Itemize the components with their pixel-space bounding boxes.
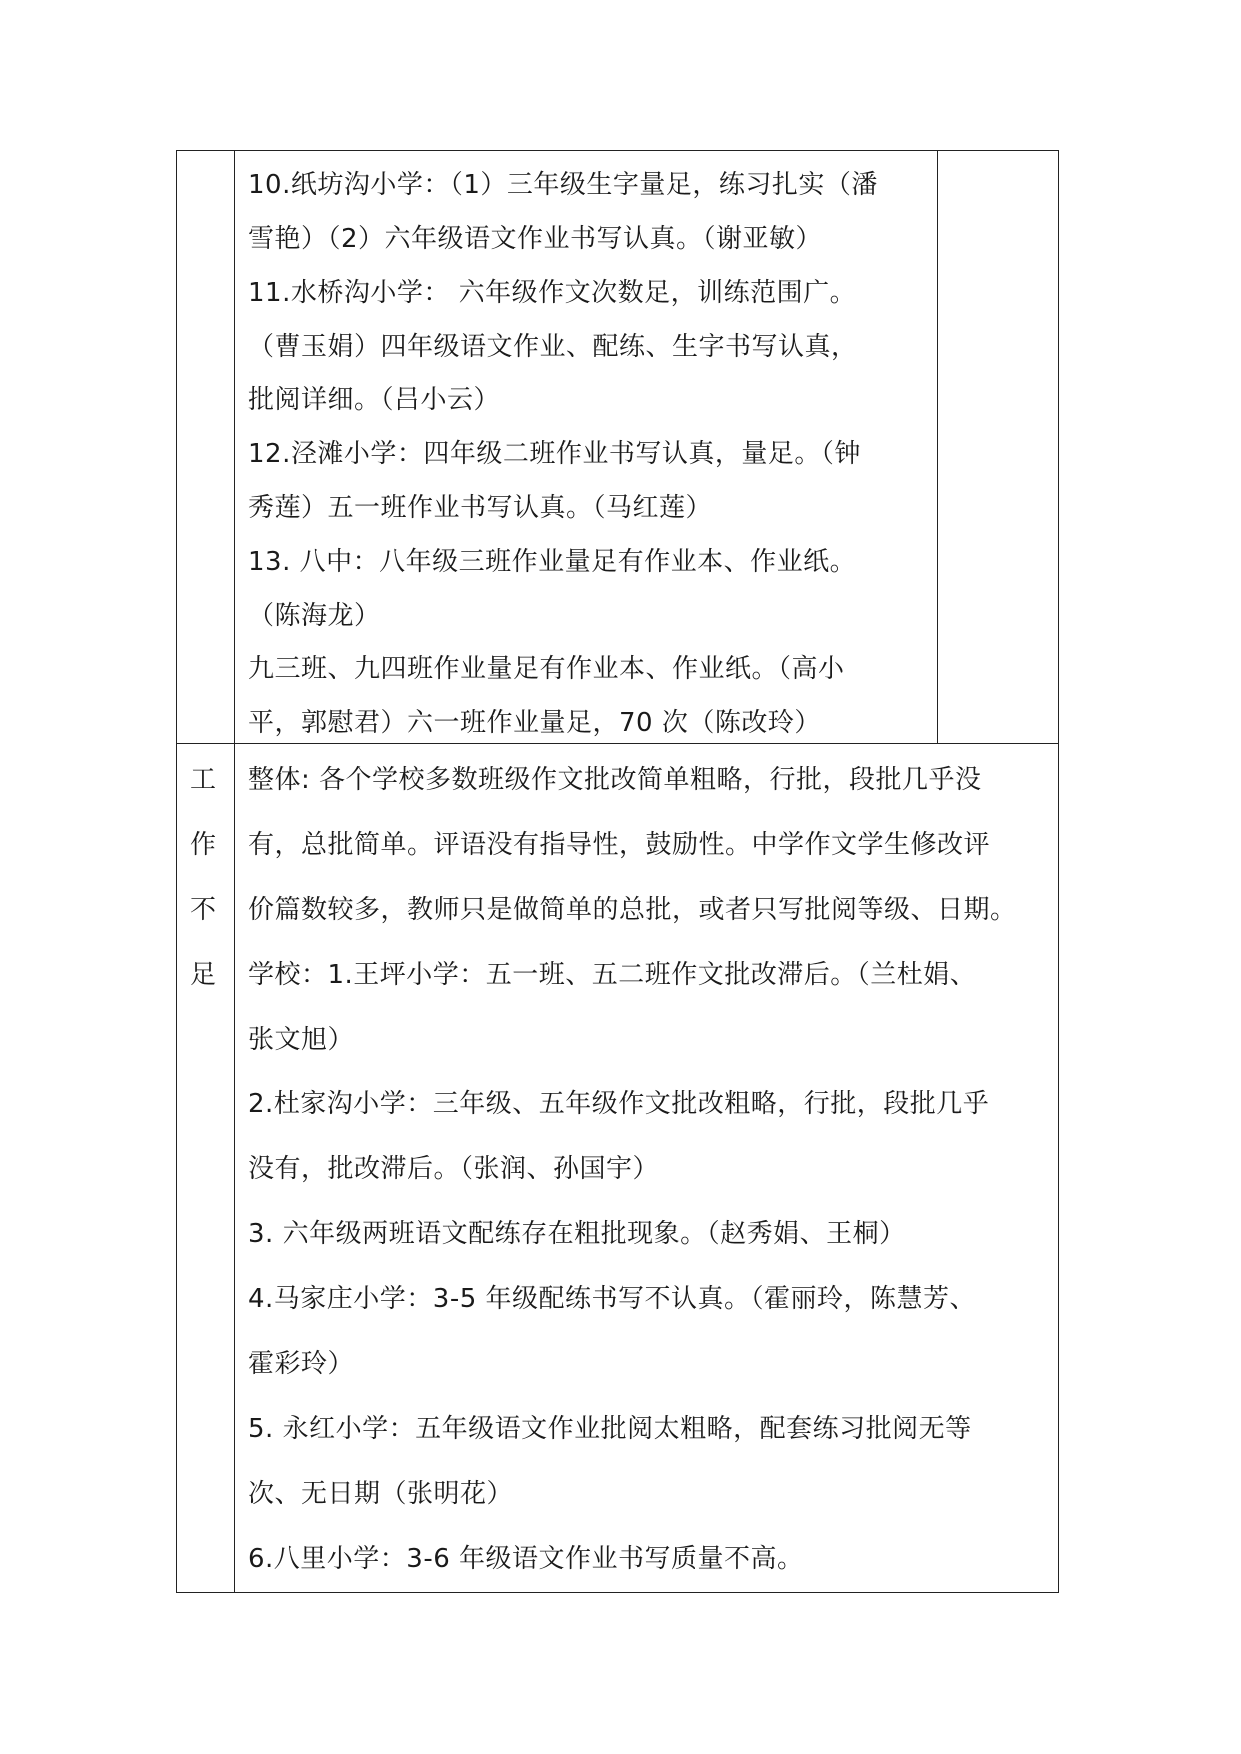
text-line: 2.杜家沟小学：三年级、五年级作文批改粗略，行批，段批几乎 — [248, 1089, 990, 1119]
table-row-divider — [176, 743, 1059, 744]
text-line: 没有，批改滞后。（张润、孙国宇） — [248, 1154, 660, 1184]
text-line: 6.八里小学：3-6 年级语文作业书写质量不高。 — [248, 1544, 804, 1574]
text-line: 张文旭） — [248, 1025, 355, 1055]
text-line: 霍彩玲） — [248, 1349, 355, 1379]
text-line: 秀莲）五一班作业书写认真。（马红莲） — [248, 493, 713, 523]
text-line: 价篇数较多，教师只是做简单的总批，或者只写批阅等级、日期。 — [248, 895, 1017, 925]
table-column-divider-left — [234, 150, 235, 1593]
label-char: 不 — [189, 895, 216, 925]
table-column-divider-right — [937, 150, 938, 743]
text-line: 学校：1.王坪小学：五一班、五二班作文批改滞后。（兰杜娟、 — [248, 960, 977, 990]
label-char: 作 — [189, 830, 216, 860]
text-line: 雪艳）（2）六年级语文作业书写认真。（谢亚敏） — [248, 224, 823, 254]
text-line: 批阅详细。（吕小云） — [248, 385, 501, 415]
text-line: 11.水桥沟小学： 六年级作文次数足，训练范围广。 — [248, 278, 857, 308]
text-line: 5. 永红小学：五年级语文作业批阅太粗略，配套练习批阅无等 — [248, 1414, 972, 1444]
text-line: 平，郭慰君）六一班作业量足，70 次（陈改玲） — [248, 708, 821, 738]
text-line: 4.马家庄小学：3-5 年级配练书写不认真。（霍丽玲，陈慧芳、 — [248, 1284, 977, 1314]
text-line: 3. 六年级两班语文配练存在粗批现象。（赵秀娟、王桐） — [248, 1219, 906, 1249]
text-line: 整体: 各个学校多数班级作文批改简单粗略，行批，段批几乎没 — [248, 765, 982, 795]
label-char: 工 — [189, 765, 216, 795]
text-line: 13. 八中：八年级三班作业量足有作业本、作业纸。 — [248, 547, 857, 577]
text-line: 九三班、九四班作业量足有作业本、作业纸。（高小 — [248, 654, 845, 684]
label-char: 足 — [189, 960, 216, 990]
text-line: 10.纸坊沟小学：（1）三年级生字量足，练习扎实（潘 — [248, 170, 878, 200]
text-line: （曹玉娟）四年级语文作业、配练、生字书写认真， — [248, 332, 858, 362]
text-line: 12.泾滩小学：四年级二班作业书写认真，量足。（钟 — [248, 439, 861, 469]
text-line: 次、无日期（张明花） — [248, 1479, 514, 1509]
text-line: 有，总批简单。评语没有指导性，鼓励性。中学作文学生修改评 — [248, 830, 991, 860]
text-line: （陈海龙） — [248, 601, 381, 631]
